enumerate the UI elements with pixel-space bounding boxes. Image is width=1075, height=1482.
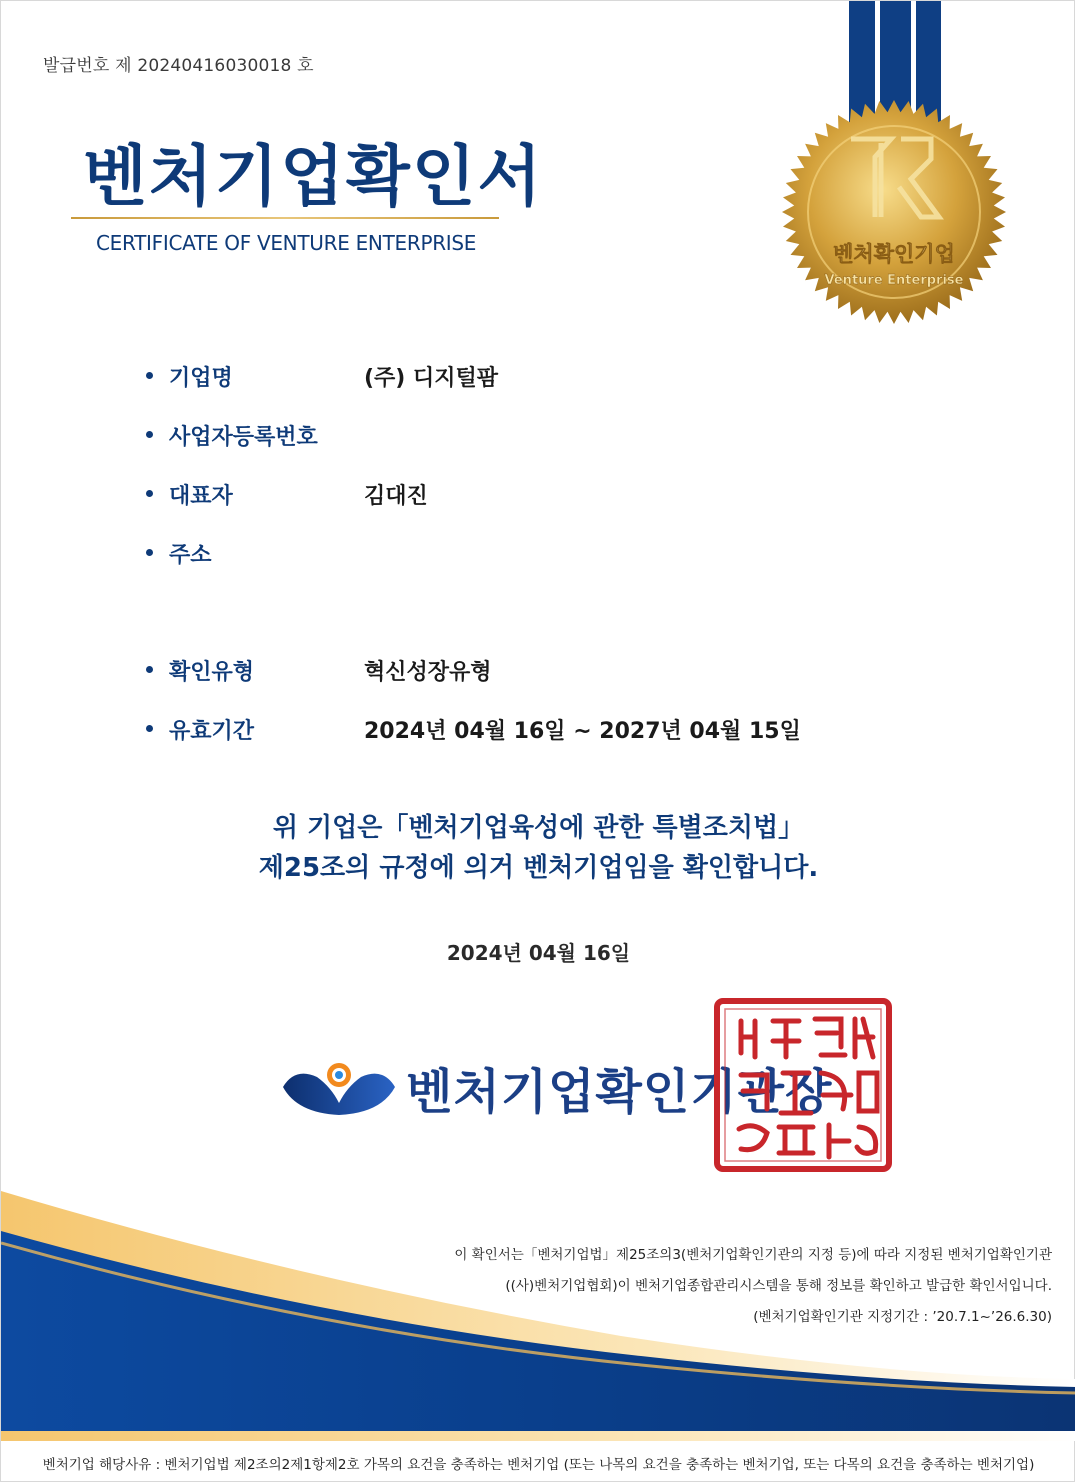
field-value: (주) 디지털팜 <box>364 366 499 391</box>
certificate-subtitle: CERTIFICATE OF VENTURE ENTERPRISE <box>96 231 477 255</box>
issue-number: 발급번호 제 20240416030018 호 <box>43 56 314 76</box>
statement-line-1: 위 기업은「벤처기업육성에 관한 특별조치법」 <box>272 813 805 843</box>
field-label: 기업명 <box>169 366 233 391</box>
field-label: 주소 <box>169 543 212 568</box>
issuance-note-line-1: 이 확인서는「벤처기업법」제25조의3(벤처기업확인기관의 지정 등)에 따라 지정된 벤처기업확인기관 <box>454 1247 1052 1263</box>
field-label: 확인유형 <box>169 660 255 685</box>
field-validity-period <box>1 714 1075 754</box>
footer-reason: 벤처기업 해당사유 : 벤처기업법 제2조의2제1항제2호 가목의 요건을 충족하는 벤처기업 (또는 나목의 요건을 충족하는 벤처기업, 또는 다목의 요건을 충족하는 벤처기업) <box>42 1457 1035 1473</box>
bullet-icon <box>146 549 153 556</box>
field-company-name <box>1 361 1075 401</box>
field-business-number <box>1 420 1075 460</box>
field-confirmation-type <box>1 655 1075 695</box>
title-divider <box>71 217 499 219</box>
bullet-icon <box>146 666 153 673</box>
bullet-icon <box>146 431 153 438</box>
bullet-icon <box>146 490 153 497</box>
official-stamp-icon <box>713 997 893 1173</box>
field-value: 2024년 04월 16일 ~ 2027년 04월 15일 <box>364 719 801 744</box>
venture-seal-icon <box>781 99 1007 325</box>
field-representative <box>1 479 1075 519</box>
statement-line-2: 제25조의 규정에 의거 벤처기업임을 확인합니다. <box>258 853 819 883</box>
issuance-note-line-3: (벤처기업확인기관 지정기간 : ’20.7.1~’26.6.30) <box>753 1309 1052 1325</box>
field-label: 유효기간 <box>169 719 255 744</box>
issuance-note-line-2: ((사)벤처기업협회)이 벤처기업종합관리시스템을 통해 정보를 확인하고 발급한 확인서입니다. <box>505 1278 1052 1294</box>
issue-date: 2024년 04월 16일 <box>446 941 631 965</box>
bullet-icon <box>146 372 153 379</box>
seal-korean-text: 벤처확인기업 <box>833 242 955 266</box>
issuer-name: 벤처기업확인기관장 <box>406 1064 833 1120</box>
decorative-wave <box>1 1151 1075 1441</box>
issuer-logo-icon <box>281 1059 397 1117</box>
certificate-title: 벤처기업확인서 <box>83 138 544 215</box>
seal-english-text: Venture Enterprise <box>824 273 964 288</box>
field-value: 김대진 <box>364 484 428 509</box>
field-value: 혁신성장유형 <box>364 660 492 685</box>
field-label: 사업자등록번호 <box>169 425 318 450</box>
field-label: 대표자 <box>169 484 233 509</box>
bullet-icon <box>146 725 153 732</box>
field-address <box>1 538 1075 578</box>
